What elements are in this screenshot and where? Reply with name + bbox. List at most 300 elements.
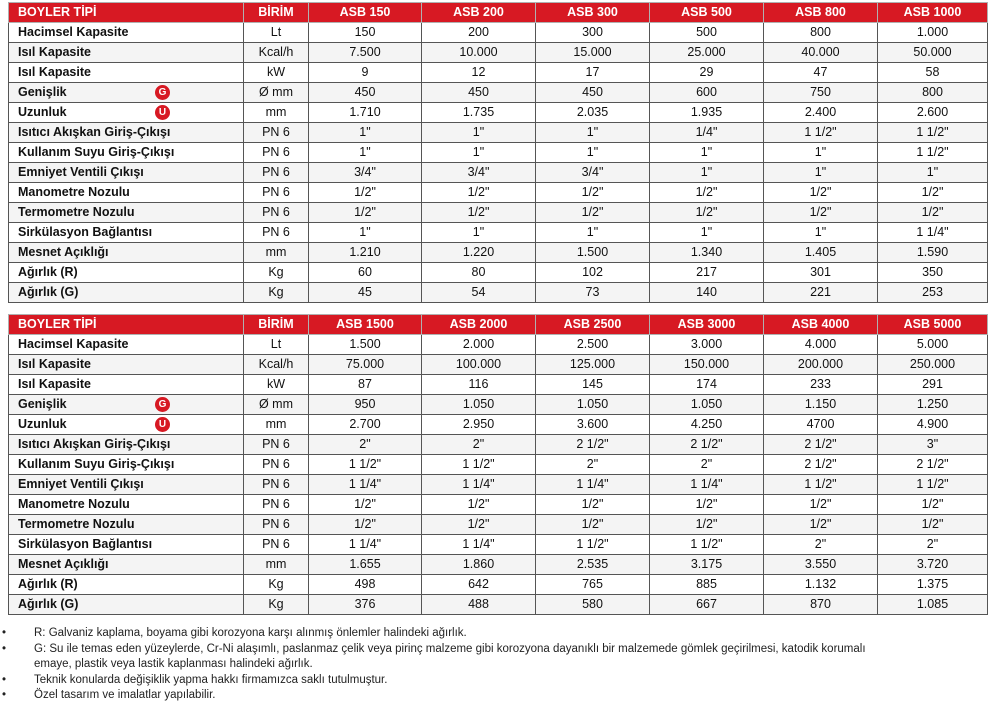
value-cell: 1" xyxy=(536,223,650,243)
value-cell: 1/2" xyxy=(650,203,764,223)
unit-cell: kW xyxy=(244,63,309,83)
value-cell: 1/2" xyxy=(309,203,422,223)
table-row xyxy=(9,455,988,475)
value-cell: 54 xyxy=(422,283,536,303)
value-cell: 376 xyxy=(309,595,422,615)
row-label-cell xyxy=(9,123,244,143)
value-cell: 1/2" xyxy=(309,495,422,515)
value-cell: 12 xyxy=(422,63,536,83)
value-cell: 1/2" xyxy=(878,495,988,515)
value-cell: 233 xyxy=(764,375,878,395)
value-cell: 200 xyxy=(422,23,536,43)
header-birim: BİRİM xyxy=(244,315,309,335)
row-label-cell xyxy=(9,355,244,375)
value-cell: 217 xyxy=(650,263,764,283)
row-label: Manometre Nozulu xyxy=(18,497,130,511)
row-label: Termometre Nozulu xyxy=(18,205,135,219)
value-cell: 4.900 xyxy=(878,415,988,435)
value-cell: 3.720 xyxy=(878,555,988,575)
value-cell: 1 1/4" xyxy=(422,475,536,495)
value-cell: 58 xyxy=(878,63,988,83)
value-cell: 253 xyxy=(878,283,988,303)
row-label-cell xyxy=(9,283,244,303)
value-cell: 1" xyxy=(764,143,878,163)
value-cell: 3.175 xyxy=(650,555,764,575)
value-cell: 2.950 xyxy=(422,415,536,435)
value-cell: 60 xyxy=(309,263,422,283)
value-cell: 1 1/2" xyxy=(764,123,878,143)
value-cell: 2" xyxy=(309,435,422,455)
row-label: Isıl Kapasite xyxy=(18,377,91,391)
row-label: Uzunluk xyxy=(18,105,67,119)
value-cell: 1 1/4" xyxy=(422,535,536,555)
value-cell: 1" xyxy=(650,163,764,183)
value-cell: 1" xyxy=(536,143,650,163)
value-cell: 1/2" xyxy=(536,515,650,535)
dimension-badge-icon: U xyxy=(155,105,170,120)
row-label: Isıl Kapasite xyxy=(18,357,91,371)
row-label: Hacimsel Kapasite xyxy=(18,337,129,351)
value-cell: 2 1/2" xyxy=(650,435,764,455)
value-cell: 2.600 xyxy=(878,103,988,123)
header-model: ASB 300 xyxy=(536,3,650,23)
value-cell: 1/2" xyxy=(878,203,988,223)
value-cell: 1 1/4" xyxy=(536,475,650,495)
value-cell: 140 xyxy=(650,283,764,303)
table-row xyxy=(9,375,988,395)
value-cell: 800 xyxy=(764,23,878,43)
table-row xyxy=(9,223,988,243)
row-label-cell xyxy=(9,415,244,435)
value-cell: 488 xyxy=(422,595,536,615)
value-cell: 2.700 xyxy=(309,415,422,435)
value-cell: 2 1/2" xyxy=(878,455,988,475)
header-model: ASB 150 xyxy=(309,3,422,23)
dimension-badge-icon: G xyxy=(155,397,170,412)
value-cell: 1.250 xyxy=(878,395,988,415)
value-cell: 1.132 xyxy=(764,575,878,595)
value-cell: 3.000 xyxy=(650,335,764,355)
value-cell: 2" xyxy=(536,455,650,475)
header-model: ASB 200 xyxy=(422,3,536,23)
value-cell: 1.050 xyxy=(422,395,536,415)
table-row xyxy=(9,43,988,63)
value-cell: 800 xyxy=(878,83,988,103)
value-cell: 3.550 xyxy=(764,555,878,575)
value-cell: 765 xyxy=(536,575,650,595)
value-cell: 350 xyxy=(878,263,988,283)
table-row xyxy=(9,535,988,555)
dimension-badge-icon: U xyxy=(155,417,170,432)
row-label-cell xyxy=(9,455,244,475)
table-row xyxy=(9,163,988,183)
value-cell: 1 1/2" xyxy=(878,475,988,495)
value-cell: 3.600 xyxy=(536,415,650,435)
table-row xyxy=(9,243,988,263)
value-cell: 1/2" xyxy=(422,515,536,535)
unit-cell: PN 6 xyxy=(244,535,309,555)
value-cell: 80 xyxy=(422,263,536,283)
table-row xyxy=(9,435,988,455)
row-label-cell xyxy=(9,143,244,163)
header-model: ASB 2500 xyxy=(536,315,650,335)
value-cell: 2.000 xyxy=(422,335,536,355)
value-cell: 7.500 xyxy=(309,43,422,63)
unit-cell: PN 6 xyxy=(244,495,309,515)
row-label: Isıtıcı Akışkan Giriş-Çıkışı xyxy=(18,437,171,451)
row-label-cell xyxy=(9,163,244,183)
unit-cell: PN 6 xyxy=(244,223,309,243)
unit-cell: PN 6 xyxy=(244,455,309,475)
table-row xyxy=(9,395,988,415)
value-cell: 1.340 xyxy=(650,243,764,263)
row-label-cell xyxy=(9,263,244,283)
footnote-item xyxy=(0,673,988,689)
value-cell: 885 xyxy=(650,575,764,595)
footnote-text: Özel tasarım ve imalatlar yapılabilir. xyxy=(34,689,216,701)
value-cell: 2" xyxy=(764,535,878,555)
table-row xyxy=(9,355,988,375)
value-cell: 1/2" xyxy=(536,495,650,515)
footnote-text: emaye, plastik veya lastik kaplanması halindeki ağırlık. xyxy=(34,658,313,670)
value-cell: 300 xyxy=(536,23,650,43)
table-row xyxy=(9,475,988,495)
value-cell: 1" xyxy=(422,143,536,163)
value-cell: 750 xyxy=(764,83,878,103)
value-cell: 450 xyxy=(309,83,422,103)
footnote-item xyxy=(0,642,988,658)
unit-cell: mm xyxy=(244,555,309,575)
table-row xyxy=(9,183,988,203)
value-cell: 87 xyxy=(309,375,422,395)
unit-cell: PN 6 xyxy=(244,515,309,535)
unit-cell: Kcal/h xyxy=(244,355,309,375)
bullet-icon: • xyxy=(2,642,7,655)
table-row xyxy=(9,495,988,515)
bullet-icon: • xyxy=(2,627,7,639)
value-cell: 450 xyxy=(536,83,650,103)
value-cell: 1.710 xyxy=(309,103,422,123)
value-cell: 1" xyxy=(309,223,422,243)
unit-cell: PN 6 xyxy=(244,183,309,203)
value-cell: 2" xyxy=(422,435,536,455)
unit-cell: Lt xyxy=(244,335,309,355)
row-label-cell xyxy=(9,203,244,223)
value-cell: 1/2" xyxy=(764,495,878,515)
footnote-text: G: Su ile temas eden yüzeylerde, Cr-Ni alaşımlı, paslanmaz çelik veya pirinç malzeme gibi korozyona dayanıklı bir malzemede gömlek geçirilmesi, katodik korumalı xyxy=(34,642,866,655)
value-cell: 1/2" xyxy=(422,203,536,223)
table-row xyxy=(9,595,988,615)
row-label: Ağırlık (G) xyxy=(18,285,79,299)
value-cell: 1 1/2" xyxy=(650,535,764,555)
value-cell: 1/2" xyxy=(309,183,422,203)
unit-cell: mm xyxy=(244,103,309,123)
row-label: Sirkülasyon Bağlantısı xyxy=(18,225,153,239)
header-boyler-tipi: BOYLER TİPİ xyxy=(9,315,244,335)
row-label-cell xyxy=(9,103,244,123)
header-model: ASB 3000 xyxy=(650,315,764,335)
row-label: Hacimsel Kapasite xyxy=(18,25,129,39)
header-model: ASB 500 xyxy=(650,3,764,23)
table-header-row xyxy=(9,3,988,23)
row-label: Kullanım Suyu Giriş-Çıkışı xyxy=(18,145,175,159)
row-label-cell xyxy=(9,83,244,103)
table-row xyxy=(9,263,988,283)
value-cell: 4.000 xyxy=(764,335,878,355)
value-cell: 116 xyxy=(422,375,536,395)
table-row xyxy=(9,415,988,435)
row-label-cell xyxy=(9,475,244,495)
value-cell: 1.590 xyxy=(878,243,988,263)
value-cell: 2" xyxy=(650,455,764,475)
row-label-cell xyxy=(9,495,244,515)
value-cell: 250.000 xyxy=(878,355,988,375)
unit-cell: mm xyxy=(244,415,309,435)
value-cell: 1/2" xyxy=(650,495,764,515)
value-cell: 1/2" xyxy=(764,183,878,203)
value-cell: 1" xyxy=(422,123,536,143)
unit-cell: mm xyxy=(244,243,309,263)
table-row xyxy=(9,23,988,43)
value-cell: 1" xyxy=(309,143,422,163)
row-label: Mesnet Açıklığı xyxy=(18,557,109,571)
value-cell: 47 xyxy=(764,63,878,83)
header-model: ASB 1000 xyxy=(878,3,988,23)
table-row xyxy=(9,555,988,575)
value-cell: 1 1/4" xyxy=(309,535,422,555)
value-cell: 4.250 xyxy=(650,415,764,435)
row-label: Ağırlık (G) xyxy=(18,597,79,611)
row-label-cell xyxy=(9,43,244,63)
value-cell: 1.860 xyxy=(422,555,536,575)
row-label-cell xyxy=(9,375,244,395)
value-cell: 950 xyxy=(309,395,422,415)
value-cell: 498 xyxy=(309,575,422,595)
unit-cell: Kg xyxy=(244,263,309,283)
table-row xyxy=(9,203,988,223)
footnotes xyxy=(0,626,988,704)
boiler-spec-table-1 xyxy=(8,2,988,303)
value-cell: 1 1/2" xyxy=(309,455,422,475)
bullet-icon: • xyxy=(2,689,7,701)
value-cell: 1.405 xyxy=(764,243,878,263)
dimension-badge-icon: G xyxy=(155,85,170,100)
row-label: Termometre Nozulu xyxy=(18,517,135,531)
value-cell: 1/4" xyxy=(650,123,764,143)
footnote-text: R: Galvaniz kaplama, boyama gibi korozyona karşı alınmış önlemler halindeki ağırlık. xyxy=(34,627,467,639)
value-cell: 200.000 xyxy=(764,355,878,375)
row-label-cell xyxy=(9,535,244,555)
value-cell: 1.150 xyxy=(764,395,878,415)
value-cell: 301 xyxy=(764,263,878,283)
value-cell: 667 xyxy=(650,595,764,615)
value-cell: 45 xyxy=(309,283,422,303)
table-row xyxy=(9,515,988,535)
row-label-cell xyxy=(9,243,244,263)
value-cell: 174 xyxy=(650,375,764,395)
value-cell: 1 1/2" xyxy=(764,475,878,495)
value-cell: 29 xyxy=(650,63,764,83)
value-cell: 2 1/2" xyxy=(764,435,878,455)
value-cell: 1/2" xyxy=(309,515,422,535)
value-cell: 25.000 xyxy=(650,43,764,63)
row-label: Genişlik xyxy=(18,397,67,411)
row-label-cell xyxy=(9,183,244,203)
value-cell: 291 xyxy=(878,375,988,395)
value-cell: 1 1/2" xyxy=(878,123,988,143)
value-cell: 150.000 xyxy=(650,355,764,375)
footnote-item xyxy=(0,626,988,642)
table-header-row xyxy=(9,315,988,335)
value-cell: 1.085 xyxy=(878,595,988,615)
row-label: Isıl Kapasite xyxy=(18,45,91,59)
table-row xyxy=(9,63,988,83)
unit-cell: PN 6 xyxy=(244,123,309,143)
value-cell: 145 xyxy=(536,375,650,395)
value-cell: 1.500 xyxy=(536,243,650,263)
value-cell: 102 xyxy=(536,263,650,283)
footnote-item-continued xyxy=(0,657,988,673)
bullet-icon: • xyxy=(2,673,7,686)
value-cell: 1/2" xyxy=(536,203,650,223)
row-label: Emniyet Ventili Çıkışı xyxy=(18,165,144,179)
row-label: Ağırlık (R) xyxy=(18,265,78,279)
value-cell: 450 xyxy=(422,83,536,103)
value-cell: 2 1/2" xyxy=(764,455,878,475)
unit-cell: Kcal/h xyxy=(244,43,309,63)
row-label-cell xyxy=(9,435,244,455)
value-cell: 3/4" xyxy=(309,163,422,183)
value-cell: 1/2" xyxy=(764,203,878,223)
value-cell: 1.735 xyxy=(422,103,536,123)
unit-cell: PN 6 xyxy=(244,163,309,183)
value-cell: 600 xyxy=(650,83,764,103)
value-cell: 1 1/4" xyxy=(878,223,988,243)
unit-cell: Ø mm xyxy=(244,83,309,103)
value-cell: 3" xyxy=(878,435,988,455)
row-label: Emniyet Ventili Çıkışı xyxy=(18,477,144,491)
value-cell: 1.655 xyxy=(309,555,422,575)
value-cell: 1/2" xyxy=(536,183,650,203)
unit-cell: PN 6 xyxy=(244,143,309,163)
value-cell: 2 1/2" xyxy=(536,435,650,455)
row-label: Sirkülasyon Bağlantısı xyxy=(18,537,153,551)
value-cell: 3/4" xyxy=(422,163,536,183)
value-cell: 1" xyxy=(650,143,764,163)
value-cell: 1.375 xyxy=(878,575,988,595)
value-cell: 1" xyxy=(422,223,536,243)
value-cell: 125.000 xyxy=(536,355,650,375)
row-label: Ağırlık (R) xyxy=(18,577,78,591)
value-cell: 17 xyxy=(536,63,650,83)
unit-cell: Kg xyxy=(244,595,309,615)
unit-cell: PN 6 xyxy=(244,475,309,495)
value-cell: 1 1/2" xyxy=(422,455,536,475)
value-cell: 1" xyxy=(309,123,422,143)
row-label: Kullanım Suyu Giriş-Çıkışı xyxy=(18,457,175,471)
header-model: ASB 4000 xyxy=(764,315,878,335)
row-label-cell xyxy=(9,63,244,83)
value-cell: 1 1/4" xyxy=(309,475,422,495)
table-row xyxy=(9,283,988,303)
value-cell: 1/2" xyxy=(650,515,764,535)
value-cell: 1/2" xyxy=(422,495,536,515)
row-label-cell xyxy=(9,23,244,43)
header-model: ASB 1500 xyxy=(309,315,422,335)
value-cell: 9 xyxy=(309,63,422,83)
value-cell: 1/2" xyxy=(878,183,988,203)
row-label-cell xyxy=(9,595,244,615)
row-label: Isıtıcı Akışkan Giriş-Çıkışı xyxy=(18,125,171,139)
value-cell: 1.935 xyxy=(650,103,764,123)
value-cell: 150 xyxy=(309,23,422,43)
value-cell: 1.000 xyxy=(878,23,988,43)
table-row xyxy=(9,335,988,355)
value-cell: 1" xyxy=(764,223,878,243)
unit-cell: Ø mm xyxy=(244,395,309,415)
value-cell: 15.000 xyxy=(536,43,650,63)
value-cell: 2.535 xyxy=(536,555,650,575)
value-cell: 2" xyxy=(878,535,988,555)
table-row xyxy=(9,83,988,103)
value-cell: 1.050 xyxy=(650,395,764,415)
value-cell: 4700 xyxy=(764,415,878,435)
row-label: Manometre Nozulu xyxy=(18,185,130,199)
value-cell: 1" xyxy=(764,163,878,183)
unit-cell: kW xyxy=(244,375,309,395)
value-cell: 2.035 xyxy=(536,103,650,123)
value-cell: 1.500 xyxy=(309,335,422,355)
value-cell: 1 1/4" xyxy=(650,475,764,495)
value-cell: 1/2" xyxy=(878,515,988,535)
value-cell: 500 xyxy=(650,23,764,43)
boiler-spec-table-2 xyxy=(8,314,988,615)
row-label: Isıl Kapasite xyxy=(18,65,91,79)
header-birim: BİRİM xyxy=(244,3,309,23)
value-cell: 5.000 xyxy=(878,335,988,355)
table-row xyxy=(9,123,988,143)
value-cell: 221 xyxy=(764,283,878,303)
row-label-cell xyxy=(9,335,244,355)
value-cell: 1/2" xyxy=(650,183,764,203)
value-cell: 1.050 xyxy=(536,395,650,415)
value-cell: 1/2" xyxy=(422,183,536,203)
value-cell: 580 xyxy=(536,595,650,615)
value-cell: 73 xyxy=(536,283,650,303)
value-cell: 1" xyxy=(878,163,988,183)
row-label-cell xyxy=(9,395,244,415)
value-cell: 1 1/2" xyxy=(878,143,988,163)
footnote-item xyxy=(0,688,988,704)
table-row xyxy=(9,103,988,123)
unit-cell: Kg xyxy=(244,283,309,303)
unit-cell: Lt xyxy=(244,23,309,43)
value-cell: 2.500 xyxy=(536,335,650,355)
value-cell: 1 1/2" xyxy=(536,535,650,555)
table-row xyxy=(9,575,988,595)
value-cell: 50.000 xyxy=(878,43,988,63)
header-model: ASB 2000 xyxy=(422,315,536,335)
value-cell: 2.400 xyxy=(764,103,878,123)
value-cell: 1.210 xyxy=(309,243,422,263)
value-cell: 3/4" xyxy=(536,163,650,183)
row-label: Mesnet Açıklığı xyxy=(18,245,109,259)
value-cell: 870 xyxy=(764,595,878,615)
row-label-cell xyxy=(9,575,244,595)
row-label-cell xyxy=(9,555,244,575)
row-label: Genişlik xyxy=(18,85,67,99)
footnote-text: Teknik konularda değişiklik yapma hakkı firmamızca saklı tutulmuştur. xyxy=(34,673,388,686)
